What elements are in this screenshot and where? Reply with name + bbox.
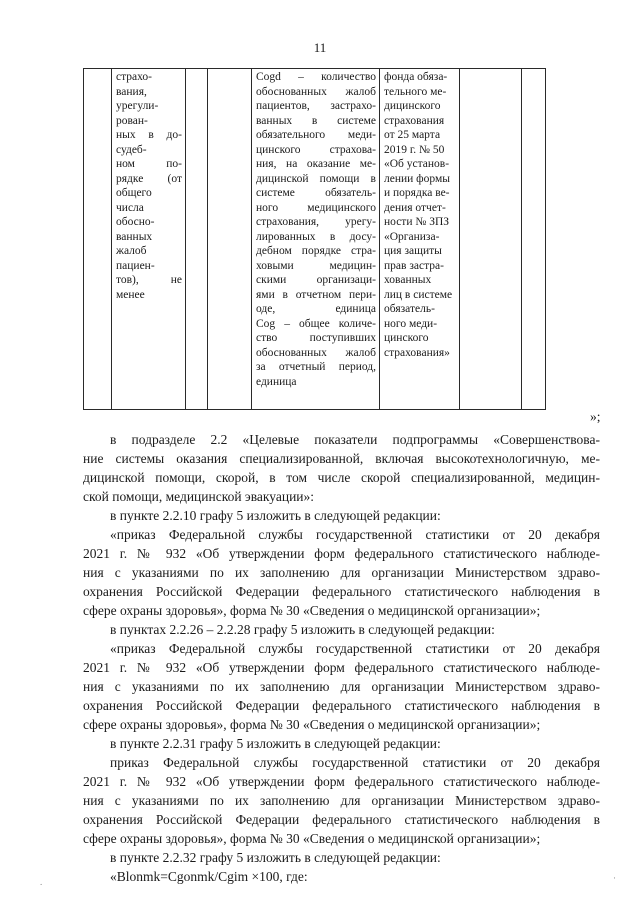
table-cell-line: ховыми медицин- <box>256 259 376 272</box>
table-cell-line: страхования <box>384 114 445 127</box>
paragraph <box>110 506 600 525</box>
table-cell-line: страхования, урегу- <box>256 216 376 228</box>
page-number: 11 <box>313 40 327 55</box>
paragraph <box>83 525 600 620</box>
table-cell-line: хованных <box>384 274 432 286</box>
table-cell-line: и порядка ве- <box>384 187 450 199</box>
table-cell-line: ного медицинского <box>256 201 376 214</box>
paragraph <box>83 639 600 734</box>
table-cell-line: «Об установ- <box>384 158 450 170</box>
table-cell-line: жалоб <box>116 245 147 257</box>
table-cell-line: ванных в системе <box>256 114 376 127</box>
table-cell-col1 <box>84 69 112 410</box>
table-row <box>84 69 546 410</box>
paragraph-line: сфере охраны здоровья», форма № 30 «Сведения о медицинской организации»; <box>83 603 541 618</box>
formula-description-text <box>252 69 379 389</box>
paragraph-line: дицинской помощи, скорой, в том числе скорой специализированной, медицин- <box>83 470 600 485</box>
table-cell-line: лиц в системе <box>384 288 453 301</box>
paragraph-line: ние системы оказания специализированной, включая высокотехнологичную, ме- <box>83 451 600 466</box>
amendment-text <box>83 430 600 886</box>
paragraph <box>110 620 600 639</box>
table-cell-line: дицинского <box>384 100 441 112</box>
table-cell-col7 <box>460 69 522 410</box>
table-cell-line: фонда обяза- <box>384 71 448 83</box>
table-cell-line: прав застра- <box>384 259 444 272</box>
table-cell-line: ного меди- <box>384 317 438 330</box>
paragraph-line: в пунктах 2.2.26 – 2.2.28 графу 5 изложить в следующей редакции: <box>110 622 495 637</box>
table-closing-quote: »; <box>590 409 601 424</box>
paragraph-line: сфере охраны здоровья», форма № 30 «Сведения о медицинской организации»; <box>83 831 541 846</box>
paragraph-line: «Blonmk=Cgonmk/Cgim ×100, где: <box>110 869 308 884</box>
margin-mark-left: . <box>40 877 43 887</box>
table-cell-indicator-name <box>112 69 186 410</box>
table-cell-line: пациен- <box>116 259 155 272</box>
table-cell-line: лении формы <box>384 172 450 185</box>
indicator-name-text <box>112 69 185 302</box>
table-cell-line: ности № ЗПЗ <box>384 216 450 228</box>
paragraph <box>83 430 600 506</box>
table-cell-line: обоснованных жалоб <box>256 85 376 98</box>
table-cell-formula <box>252 69 380 410</box>
paragraph <box>110 848 600 867</box>
table-cell-line: тов), не <box>116 274 182 286</box>
table-cell-line: системе обязатель- <box>256 187 376 199</box>
paragraph <box>83 753 600 848</box>
indicator-table <box>83 68 546 410</box>
table-cell-line: страхования» <box>384 346 450 359</box>
table-cell-line: за отчетный период, <box>256 361 376 373</box>
source-document-text <box>380 69 459 360</box>
table-cell-line: обоснованных жалоб <box>256 346 376 359</box>
paragraph-line: «приказ Федеральной службы государственной статистики от 20 декабря <box>110 641 600 656</box>
table-cell-line: единица <box>256 375 297 388</box>
paragraph-line: ния с указаниями по их заполнению для организации Министерством здраво- <box>83 565 600 580</box>
table-cell-line: дения отчет- <box>384 201 446 214</box>
table-cell-line: ями в отчетном пери- <box>256 288 376 301</box>
table-cell-line: обязательного меди- <box>256 129 376 141</box>
table-cell-line: цинского <box>384 332 429 344</box>
table-cell-line: дебном порядке стра- <box>256 245 376 257</box>
table-cell-line: ных в до- <box>116 129 182 141</box>
table-cell-line: лированных в досу- <box>256 230 376 243</box>
paragraph-line: в пункте 2.2.10 графу 5 изложить в следующей редакции: <box>110 508 441 523</box>
table-cell-line: оде, единица <box>256 303 376 315</box>
table-cell-line: менее <box>116 288 145 301</box>
table-cell-line: урегули- <box>116 100 159 112</box>
paragraph-line: 2021 г. № 932 «Об утверждении форм федерального статистического наблюде- <box>83 546 600 561</box>
table-cell-col8 <box>522 69 546 410</box>
table-cell-col4 <box>208 69 252 410</box>
table-cell-line: вания, <box>116 85 147 98</box>
table-cell-col3 <box>186 69 208 410</box>
table-cell-line: цинского страхова- <box>256 143 376 156</box>
table-cell-line: Cog – общее количе- <box>256 317 376 330</box>
table-cell-line: обосно- <box>116 216 155 228</box>
paragraph-line: сфере охраны здоровья», форма № 30 «Сведения о медицинской организации»; <box>83 717 541 732</box>
table-cell-source <box>380 69 460 410</box>
table-cell-line: 2019 г. № 50 <box>384 143 445 156</box>
table-cell-line: «Организа- <box>384 230 440 243</box>
paragraph-line: 2021 г. № 932 «Об утверждении форм федерального статистического наблюде- <box>83 660 600 675</box>
paragraph-line: ния с указаниями по их заполнению для организации Министерством здраво- <box>83 793 600 808</box>
paragraph-line: охранения Российской Федерации федерального статистического наблюдения в <box>83 698 600 713</box>
paragraph <box>110 734 600 753</box>
table-cell-line: пациентов, застрахо- <box>256 100 376 112</box>
table-cell-line: судеб- <box>116 143 147 156</box>
paragraph-line: охранения Российской Федерации федерального статистического наблюдения в <box>83 584 600 599</box>
table-cell-line: от 25 марта <box>384 129 441 141</box>
table-cell-line: общего <box>116 187 152 199</box>
paragraph-line: в подразделе 2.2 «Целевые показатели подпрограммы «Совершенствова- <box>110 432 600 447</box>
paragraph-line: охранения Российской Федерации федерального статистического наблюдения в <box>83 812 600 827</box>
paragraph-line: в пункте 2.2.31 графу 5 изложить в следующей редакции: <box>110 736 441 751</box>
table-cell-line: ном по- <box>116 158 182 170</box>
margin-mark-right: · <box>613 873 616 883</box>
table-cell-line: ния, на оказание ме- <box>256 158 376 170</box>
paragraph-line: 2021 г. № 932 «Об утверждении форм федерального статистического наблюде- <box>83 774 600 789</box>
table-cell-line: обязатель- <box>384 303 435 315</box>
table-cell-line: ство поступивших <box>256 332 376 344</box>
paragraph <box>110 867 600 886</box>
paragraph-line: ния с указаниями по их заполнению для организации Министерством здраво- <box>83 679 600 694</box>
paragraph-line: «приказ Федеральной службы государственной статистики от 20 декабря <box>110 527 600 542</box>
table-cell-line: рядке (от <box>116 172 182 185</box>
table-cell-line: Cogd – количество <box>256 71 376 83</box>
table-cell-line: рован- <box>116 114 148 127</box>
paragraph-line: ской помощи, медицинской эвакуации»: <box>83 489 315 504</box>
paragraph-line: в пункте 2.2.32 графу 5 изложить в следующей редакции: <box>110 850 441 865</box>
table-cell-line: страхо- <box>116 71 153 83</box>
table-cell-line: ция защиты <box>384 245 442 257</box>
table-cell-line: тельного ме- <box>384 85 447 98</box>
paragraph-line: приказ Федеральной службы государственной статистики от 20 декабря <box>110 755 600 770</box>
table-cell-line: ванных <box>116 230 153 243</box>
table-cell-line: скими организаци- <box>256 274 376 286</box>
table-cell-line: числа <box>116 201 144 214</box>
table-cell-line: дицинской помощи в <box>256 172 376 185</box>
